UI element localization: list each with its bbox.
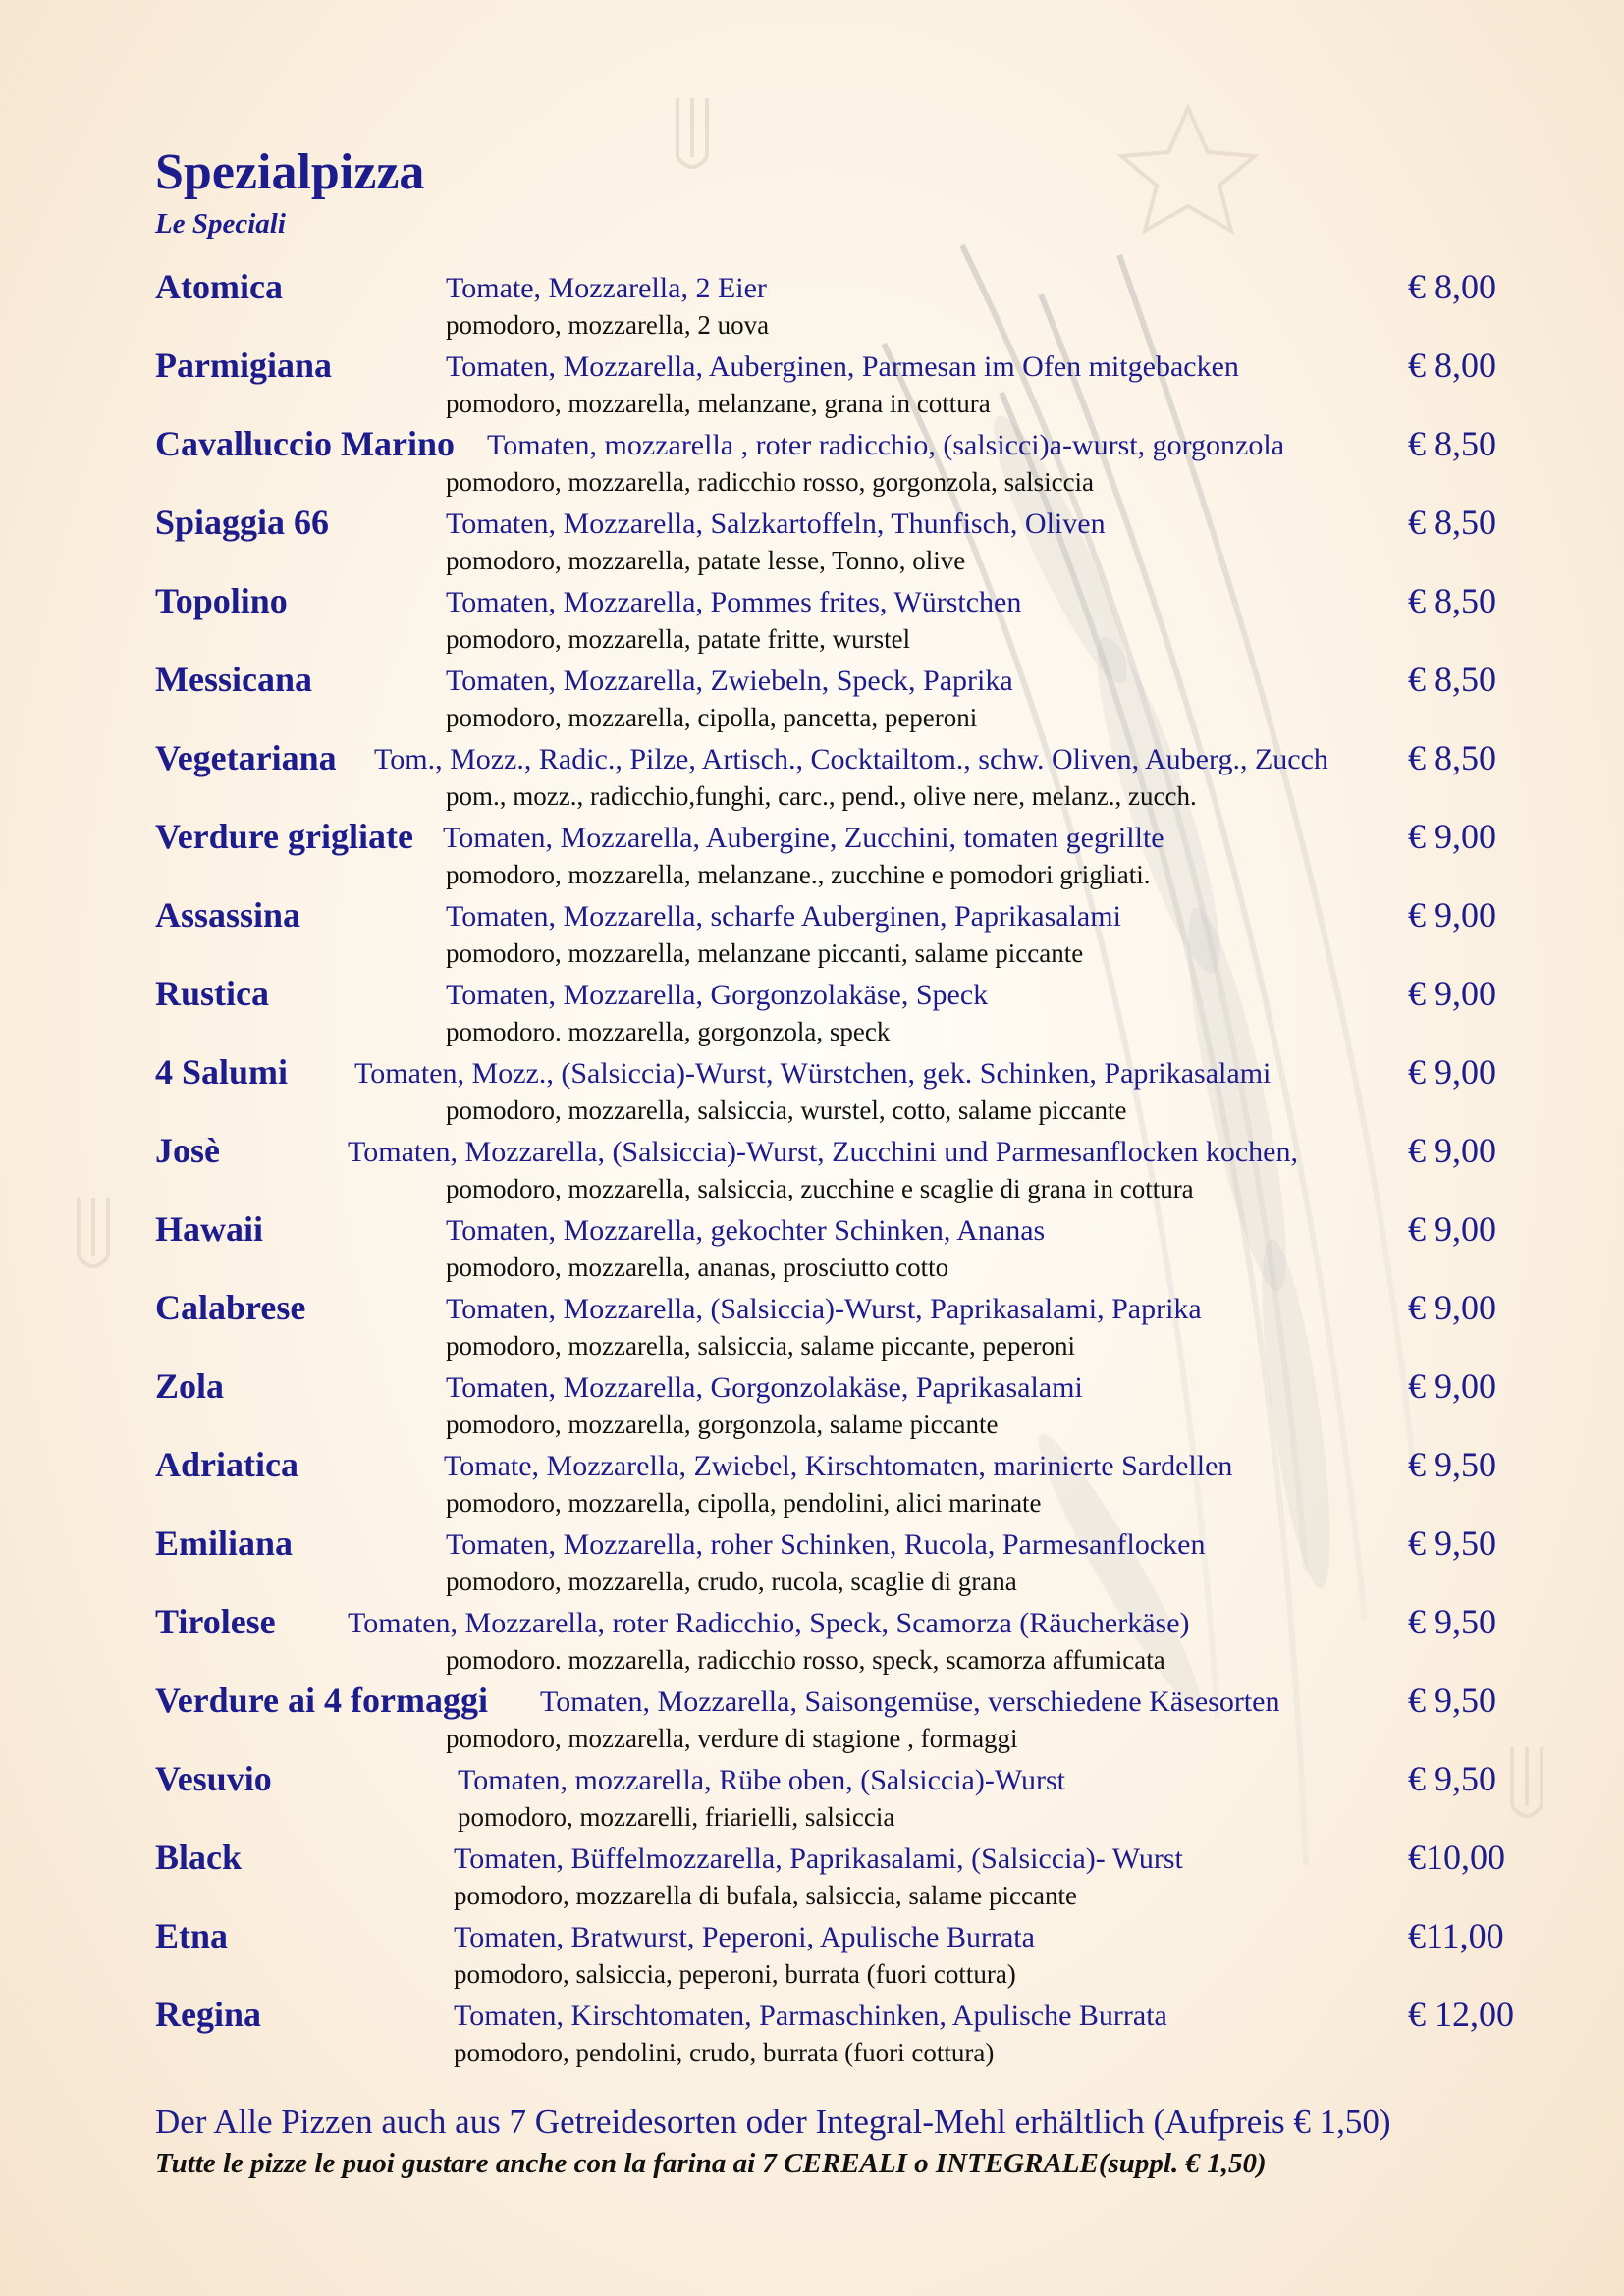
ingredients-italian: pomodoro, mozzarella, salsiccia, salame piccante, peperoni: [446, 1331, 1075, 1361]
price: €11,00: [1408, 1916, 1504, 1955]
ingredients-german: Tomaten, Mozzarella, Gorgonzolakäse, Paprikasalami: [446, 1371, 1083, 1404]
menu-item: [0, 1207, 1624, 1286]
ingredients-italian: pomodoro, mozzarelli, friarielli, salsiccia: [458, 1802, 895, 1832]
price: € 9,50: [1408, 1523, 1496, 1563]
ingredients-italian: pomodoro, mozzarella, salsiccia, wurstel, cotto, salame piccante: [446, 1095, 1127, 1125]
pizza-name: Assassina: [155, 895, 301, 934]
menu-item: [0, 1129, 1624, 1207]
price: € 9,00: [1408, 895, 1496, 934]
ingredients-italian: pomodoro, mozzarella, verdure di stagione , formaggi: [446, 1724, 1018, 1753]
ingredients-italian: pomodoro, mozzarella, cipolla, pancetta, peperoni: [446, 703, 978, 732]
ingredients-italian: pomodoro, mozzarella, melanzane piccanti, salame piccante: [446, 938, 1084, 968]
menu-item: [0, 1286, 1624, 1364]
pizza-name: Vesuvio: [155, 1759, 272, 1798]
menu-item: [0, 1914, 1624, 1993]
ingredients-italian: pomodoro, mozzarella, patate lesse, Tonno, olive: [446, 546, 966, 575]
menu-item: [0, 736, 1624, 815]
ingredients-german: Tomaten, Mozzarella, roter Radicchio, Speck, Scamorza (Räucherkäse): [348, 1607, 1190, 1639]
menu-item: [0, 893, 1624, 972]
pizza-name: Etna: [155, 1916, 229, 1955]
pizza-name: Calabrese: [155, 1288, 306, 1327]
pizza-name: 4 Salumi: [155, 1052, 289, 1092]
ingredients-german: Tomaten, Mozzarella, (Salsiccia)-Wurst, Paprikasalami, Paprika: [446, 1293, 1202, 1325]
menu-item: [0, 344, 1624, 422]
menu-item: [0, 1443, 1624, 1522]
price: € 8,00: [1408, 267, 1496, 306]
pizza-name: Josè: [155, 1131, 220, 1170]
ingredients-german: Tomaten, Mozzarella, Auberginen, Parmesan im Ofen mitgebacken: [446, 350, 1239, 383]
price: €10,00: [1408, 1838, 1505, 1877]
menu-item: [0, 1522, 1624, 1600]
pizza-name: Verdure ai 4 formaggi: [155, 1681, 488, 1720]
footer-note-italian: Tutte le pizze le puoi gustare anche con la farina ai 7 CEREALI o INTEGRALE(suppl. € 1,50): [155, 2148, 1267, 2179]
ingredients-italian: pom., mozz., radicchio,funghi, carc., pend., olive nere, melanz., zucch.: [446, 781, 1197, 811]
ingredients-italian: pomodoro, salsiccia, peperoni, burrata (fuori cottura): [454, 1959, 1016, 1989]
price: € 9,00: [1408, 817, 1496, 856]
ingredients-german: Tomaten, Mozzarella, Pommes frites, Würstchen: [446, 586, 1022, 618]
ingredients-german: Tomaten, Bratwurst, Peperoni, Apulische Burrata: [454, 1921, 1035, 1953]
price: € 8,50: [1408, 503, 1496, 542]
pizza-name: Adriatica: [155, 1445, 298, 1484]
price: € 9,50: [1408, 1681, 1496, 1720]
ingredients-italian: pomodoro, mozzarella, 2 uova: [446, 310, 770, 340]
pizza-name: Tirolese: [155, 1602, 276, 1641]
menu-item: [0, 1364, 1624, 1443]
price: € 9,50: [1408, 1759, 1496, 1798]
pizza-name: Vegetariana: [155, 738, 337, 777]
ingredients-german: Tomaten, Mozzarella, roher Schinken, Rucola, Parmesanflocken: [446, 1528, 1206, 1561]
ingredients-italian: pomodoro, mozzarella, salsiccia, zucchine e scaglie di grana in cottura: [446, 1174, 1194, 1203]
ingredients-german: Tomaten, Mozzarella, Gorgonzolakäse, Speck: [446, 979, 989, 1011]
ingredients-italian: pomodoro, mozzarella di bufala, salsiccia, salame piccante: [454, 1881, 1077, 1910]
menu-item: [0, 501, 1624, 579]
pizza-name: Spiaggia 66: [155, 503, 330, 542]
price: € 8,50: [1408, 738, 1496, 777]
pizza-name: Topolino: [155, 581, 288, 620]
menu-item: [0, 1836, 1624, 1914]
ingredients-italian: pomodoro, mozzarella, ananas, prosciutto cotto: [446, 1253, 949, 1282]
menu-item: [0, 422, 1624, 501]
ingredients-german: Tomaten, Mozzarella, scharfe Auberginen, Paprikasalami: [446, 900, 1121, 933]
price: € 8,50: [1408, 424, 1496, 463]
price: € 9,50: [1408, 1602, 1496, 1641]
menu-item: [0, 815, 1624, 893]
price: € 8,50: [1408, 660, 1496, 699]
menu-item: [0, 972, 1624, 1050]
ingredients-german: Tomaten, Mozzarella, Saisongemüse, verschiedene Käsesorten: [540, 1685, 1280, 1718]
price: € 8,00: [1408, 346, 1496, 385]
ingredients-italian: pomodoro, mozzarella, patate fritte, wurstel: [446, 624, 911, 654]
price: € 9,00: [1408, 1288, 1496, 1327]
ingredients-italian: pomodoro, mozzarella, melanzane., zucchine e pomodori grigliati.: [446, 860, 1151, 889]
price: € 9,00: [1408, 1052, 1496, 1092]
menu-item: [0, 658, 1624, 736]
ingredients-german: Tomaten, mozzarella, Rübe oben, (Salsiccia)-Wurst: [458, 1764, 1065, 1796]
ingredients-german: Tom., Mozz., Radic., Pilze, Artisch., Cocktailtom., schw. Oliven, Auberg., Zucch: [374, 743, 1328, 775]
ingredients-italian: pomodoro, mozzarella, crudo, rucola, scaglie di grana: [446, 1567, 1017, 1596]
menu-item: [0, 1679, 1624, 1757]
ingredients-german: Tomaten, Kirschtomaten, Parmaschinken, Apulische Burrata: [454, 2000, 1167, 2032]
price: € 12,00: [1408, 1995, 1514, 2034]
pizza-name: Hawaii: [155, 1209, 264, 1249]
ingredients-italian: pomodoro, mozzarella, gorgonzola, salame piccante: [446, 1410, 999, 1439]
ingredients-german: Tomaten, Mozzarella, Zwiebeln, Speck, Paprika: [446, 665, 1013, 697]
pizza-name: Black: [155, 1838, 243, 1877]
ingredients-german: Tomaten, Mozz., (Salsiccia)-Wurst, Würstchen, gek. Schinken, Paprikasalami: [354, 1057, 1272, 1090]
ingredients-italian: pomodoro, pendolini, crudo, burrata (fuori cottura): [454, 2038, 995, 2067]
ingredients-italian: pomodoro. mozzarella, radicchio rosso, speck, scamorza affumicata: [446, 1645, 1165, 1675]
page-title: Spezialpizza: [155, 144, 425, 200]
pizza-name: Regina: [155, 1995, 261, 2034]
pizza-name: Verdure grigliate: [155, 817, 413, 856]
ingredients-german: Tomaten, Mozzarella, gekochter Schinken, Ananas: [446, 1214, 1046, 1247]
ingredients-german: Tomaten, Mozzarella, (Salsiccia)-Wurst, Zucchini und Parmesanflocken kochen,: [348, 1136, 1298, 1168]
menu-item: [0, 1993, 1624, 2071]
ingredients-italian: pomodoro, mozzarella, melanzane, grana in cottura: [446, 389, 991, 418]
price: € 9,00: [1408, 1366, 1496, 1406]
menu-item: [0, 1050, 1624, 1129]
page-subtitle: Le Speciali: [155, 208, 286, 240]
price: € 8,50: [1408, 581, 1496, 620]
pizza-name: Atomica: [155, 267, 283, 306]
menu-item: [0, 1757, 1624, 1836]
ingredients-german: Tomate, Mozzarella, Zwiebel, Kirschtomaten, marinierte Sardellen: [444, 1450, 1233, 1482]
pizza-name: Cavalluccio Marino: [155, 424, 455, 463]
price: € 9,50: [1408, 1445, 1496, 1484]
pizza-name: Emiliana: [155, 1523, 294, 1563]
price: € 9,00: [1408, 1131, 1496, 1170]
ingredients-italian: pomodoro, mozzarella, radicchio rosso, gorgonzola, salsiccia: [446, 467, 1095, 497]
pizza-name: Zola: [155, 1366, 225, 1406]
price: € 9,00: [1408, 1209, 1496, 1249]
pizza-name: Parmigiana: [155, 346, 332, 385]
menu-item: [0, 579, 1624, 658]
pizza-name: Messicana: [155, 660, 312, 699]
pizza-name: Rustica: [155, 974, 269, 1013]
ingredients-german: Tomaten, Mozzarella, Salzkartoffeln, Thunfisch, Oliven: [446, 507, 1106, 540]
ingredients-german: Tomaten, mozzarella , roter radicchio, (salsicci)a-wurst, gorgonzola: [487, 429, 1285, 461]
footer-note-german: Der Alle Pizzen auch aus 7 Getreidesorten oder Integral-Mehl erhältlich (Aufpreis € 1,50): [155, 2103, 1391, 2141]
ingredients-italian: pomodoro. mozzarella, gorgonzola, speck: [446, 1017, 891, 1046]
menu-item: [0, 265, 1624, 344]
ingredients-german: Tomaten, Büffelmozzarella, Paprikasalami, (Salsiccia)- Wurst: [454, 1842, 1183, 1875]
ingredients-german: Tomate, Mozzarella, 2 Eier: [446, 272, 767, 304]
menu-item: [0, 1600, 1624, 1679]
ingredients-german: Tomaten, Mozzarella, Aubergine, Zucchini, tomaten gegrillte: [443, 822, 1164, 854]
price: € 9,00: [1408, 974, 1496, 1013]
ingredients-italian: pomodoro, mozzarella, cipolla, pendolini, alici marinate: [446, 1488, 1042, 1518]
